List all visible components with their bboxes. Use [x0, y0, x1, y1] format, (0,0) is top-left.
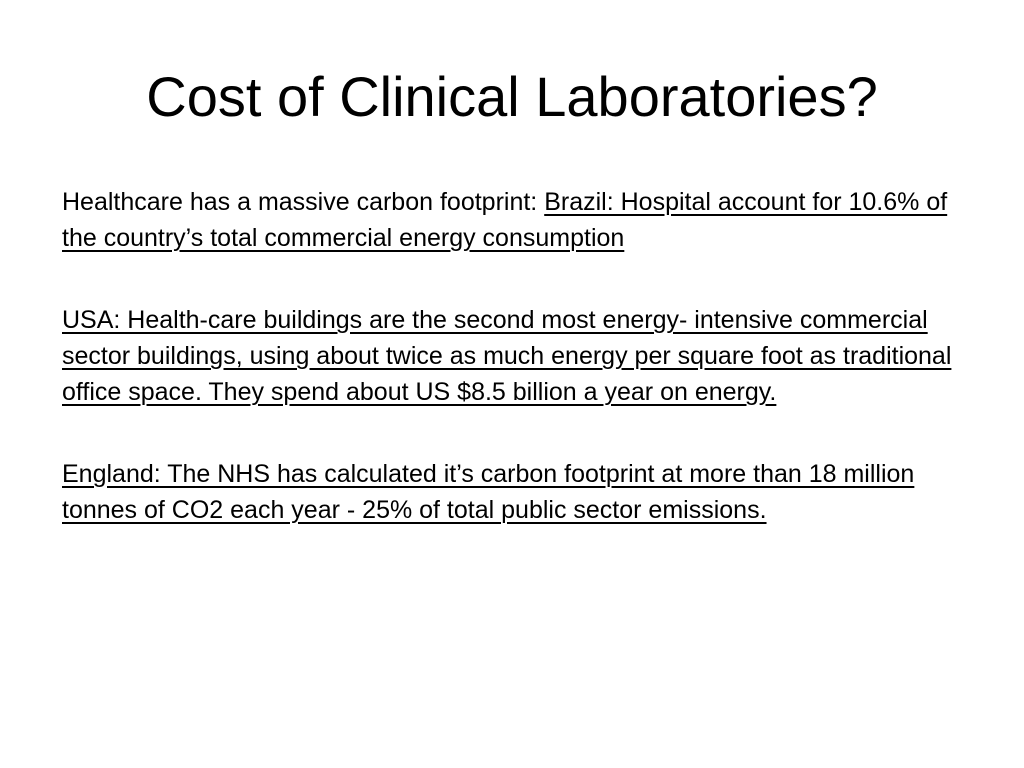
brazil-link[interactable]: Brazil: Hospital account for 10.6% of the country’s total commercial energy consumption — [62, 188, 948, 252]
slide-body — [62, 184, 962, 574]
usa-link[interactable]: USA: Health-care buildings are the second most energy- intensive commercial sector buildings, using about twice as much energy per square foot as traditional office space. They spend about US $8.5 billion a year on energy. — [62, 306, 952, 406]
slide-title: Cost of Clinical Laboratories? — [146, 65, 878, 128]
paragraph-lead-text: Healthcare has a massive carbon footprint: — [62, 188, 545, 216]
paragraph-usa — [62, 302, 962, 410]
paragraph-brazil — [62, 184, 962, 256]
england-link[interactable]: England: The NHS has calculated it’s carbon footprint at more than 18 million tonnes of CO2 each year - 25% of total public sector emissions. — [62, 460, 915, 524]
paragraph-england — [62, 456, 962, 528]
